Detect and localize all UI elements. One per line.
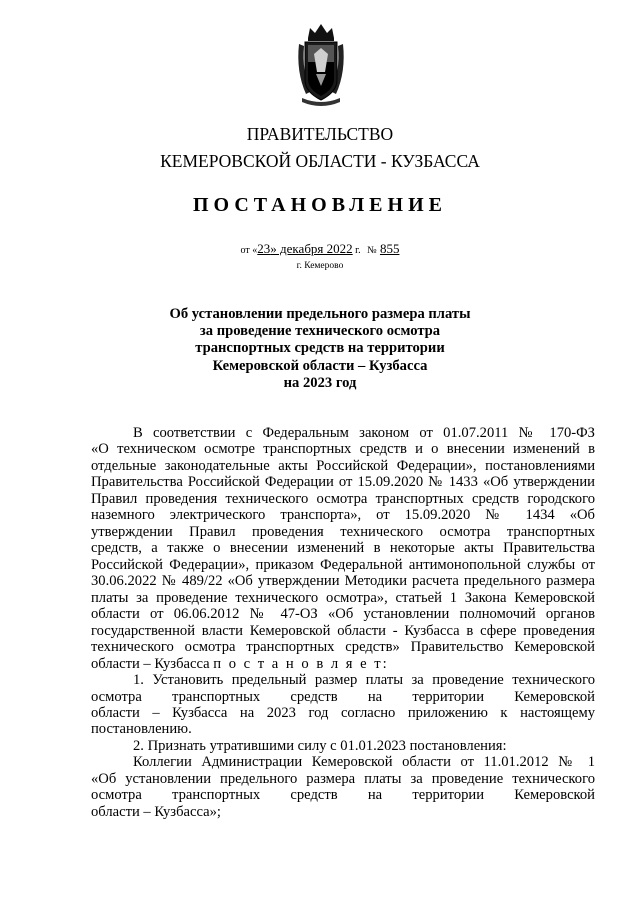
title-line: за проведение технического осмотра: [199, 323, 441, 340]
title-line: Кемеровской области – Кузбасса: [212, 357, 428, 374]
number-prefix: №: [367, 245, 377, 256]
date-number-line: [0, 241, 640, 257]
body-line: Правительства Российской Федерации от 15.09.2020 № 1433 «Об утверждении: [91, 474, 595, 491]
body-line: государственной власти Кемеровской области - Кузбасса в сфере проведения: [91, 622, 595, 639]
title-line: Об установлении предельного размера платы: [169, 306, 471, 322]
body-line: осмотра транспортных средств на территории Кемеровской: [91, 787, 595, 804]
body-line: технического осмотра транспортных средств» Правительство Кемеровской: [91, 639, 595, 656]
body-line: «Об установлении предельного размера платы за проведение технического: [91, 770, 595, 787]
title-line: транспортных средств на территории: [195, 340, 445, 357]
body-line: Правил проведения технического осмотра транспортных средств городского: [91, 490, 595, 507]
resolves-word: п о с т а н о в л я е т:: [213, 655, 389, 672]
body-line: осмотра транспортных средств на территории Кемеровской: [91, 688, 595, 705]
document-type-heading: ПОСТАНОВЛЕНИЕ: [193, 194, 447, 216]
body-line: области от 06.06.2012 № 47-ОЗ «Об установлении полномочий органов: [91, 606, 595, 623]
city-label: г. Кемерово: [296, 261, 344, 271]
body-line-text: области – Кузбасса: [91, 655, 210, 672]
title-line: на 2023 год: [283, 374, 357, 391]
body-line: утверждении Правил проведения технического осмотра транспортных: [91, 523, 595, 540]
body-line: отдельные законодательные акты Российской Федерации», постановлениями: [91, 457, 595, 474]
document-body: [91, 425, 595, 820]
body-line: 1. Установить предельный размер платы за проведение технического: [133, 672, 595, 689]
body-line: 30.06.2022 № 489/22 «Об утверждении Методики расчета предельного размера: [91, 573, 595, 590]
date-month-year: » декабря 2022: [270, 241, 353, 256]
body-line: В соответствии с Федеральным законом от 01.07.2011 № 170-ФЗ: [133, 425, 595, 441]
body-line: наземного электрического транспорта», от 15.09.2020 № 1434 «Об: [91, 507, 595, 524]
body-line: постановлению.: [91, 721, 192, 738]
document-number: 855: [379, 241, 400, 256]
date-year-suffix: г.: [352, 245, 361, 256]
coat-of-arms-emblem: [296, 22, 346, 106]
document-title: [0, 306, 640, 392]
body-line: области – Кузбасса на 2023 год согласно приложению к настоящему: [91, 704, 595, 721]
body-line: [91, 656, 595, 672]
date-prefix: от «: [240, 245, 258, 256]
body-line: Коллегии Администрации Кемеровской области от 11.01.2012 № 1: [133, 754, 595, 771]
body-line: средств, а также о внесении изменений в некоторые акты Правительства: [91, 540, 595, 557]
body-line: 2. Признать утратившими силу с 01.01.2023 постановления:: [133, 737, 507, 754]
date-day: 23: [257, 241, 271, 256]
body-line: платы за проведение технического осмотра», статьей 1 Закона Кемеровской: [91, 589, 595, 606]
body-line: области – Кузбасса»;: [91, 803, 221, 820]
government-name-line2: КЕМЕРОВСКОЙ ОБЛАСТИ - КУЗБАССА: [160, 151, 480, 171]
body-line: Российской Федерации», приказом Федеральной антимонопольной службы от: [91, 556, 595, 573]
government-name-line1: ПРАВИТЕЛЬСТВО: [246, 124, 394, 144]
body-line: «О техническом осмотре транспортных средств и о внесении изменений в: [91, 441, 595, 458]
